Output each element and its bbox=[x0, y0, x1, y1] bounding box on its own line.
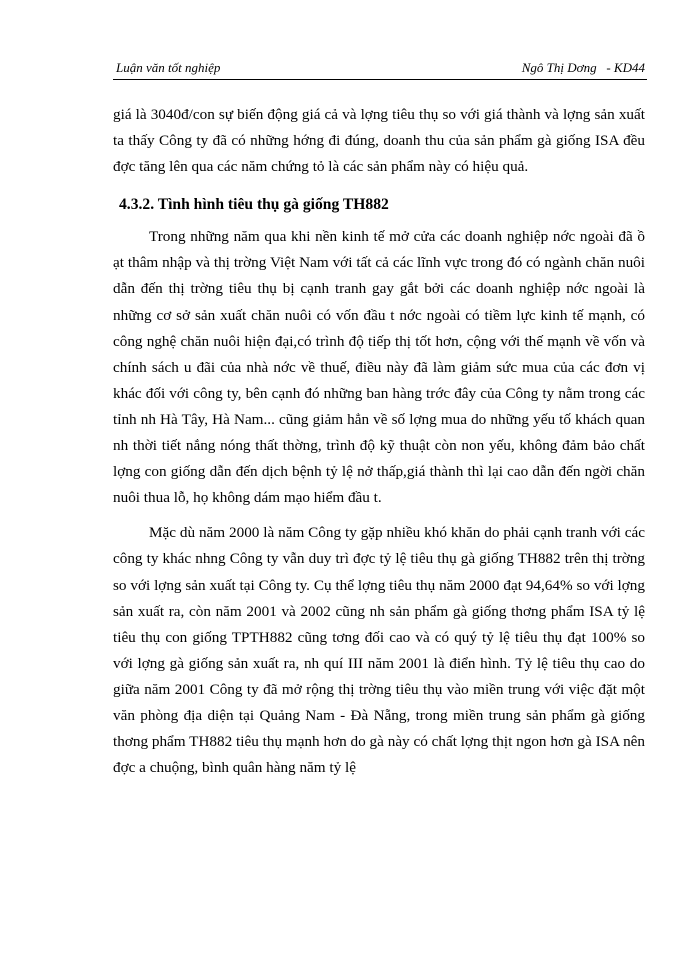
header-divider bbox=[113, 79, 647, 80]
header-thesis-title: Luận văn tốt nghiệp bbox=[116, 60, 221, 75]
paragraph-continuation: giá là 3040đ/con sự biến động giá cả và lợng tiêu thụ so với giá thành và lợng sản xuất ta thấy Công ty đã có những hớng đi đúng, doanh thu của sản phẩm gà giống ISA đều đợc tăng lên qua các năm chứng tỏ là các sản phẩm này có hiệu quả. bbox=[113, 106, 645, 176]
paragraph-consumption: Mặc dù năm 2000 là năm Công ty gặp nhiều khó khăn do phải cạnh tranh với các công ty khác nhng Công ty vẫn duy trì đợc tỷ lệ tiêu thụ gà giống TH882 trên thị trờng so với lợng sản xuất tại Công ty. Cụ thể lợng tiêu thụ năm 2000 đạt 94,64% so với lợng sản xuất ra, còn năm 2001 và 2002 cũng nh sản phẩm gà giống thơng phẩm ISA tỷ lệ tiêu thụ con giống TPTH882 cũng tơng đối cao và có quý tỷ lệ tiêu thụ đạt 100% so với lợng gà giống sản xuất ra, nh quí III năm 2001 là điển hình. Tỷ lệ tiêu thụ cao do giữa năm 2001 Công ty đã mở rộng thị trờng tiêu thụ vào miền trung với việc đặt một văn phòng địa diện tại Quảng Nam - Đà Nẵng, trong miền trung sản phẩm gà giống thơng phẩm TH882 tiêu thụ mạnh hơn do gà này có chất lợng thịt ngon hơn gà ISA nên đợc a chuộng, bình quân hàng năm tỷ lệ bbox=[113, 524, 645, 777]
header-author: Ngô Thị Dơng - KD44 bbox=[521, 60, 645, 75]
document-body bbox=[113, 96, 645, 781]
paragraph-market: Trong những năm qua khi nền kinh tế mở cửa các doanh nghiệp nớc ngoài đã ồ ạt thâm nhập và thị trờng Việt Nam với tất cả các lĩnh vực trong đó có ngành chăn nuôi dẫn đến thị trờng tiêu thụ bị cạnh tranh gay gắt bởi các doanh nghiệp nớc ngoài là những cơ sở sản xuất chăn nuôi có vốn đầu t nớc ngoài có tiềm lực kinh tế mạnh, có công nghệ chăn nuôi hiện đại,có trình độ tiếp thị tốt hơn, cộng với thế mạnh về vốn và chính sách u đãi của nhà nớc về thuế, điều này đã làm giảm sức mua của các đơn vị khác đối với công ty, bên cạnh đó những ban hàng trớc đây của Công ty nằm trong các tỉnh nh Hà Tây, Hà Nam... cũng giảm hẳn về số lợng mua do những yếu tố khách quan nh thời tiết nắng nóng thất thờng, trình độ kỹ thuật còn non yếu, không đảm bảo chất lợng con giống dẫn đến dịch bệnh tỷ lệ nở thấp,giá thành thì lại cao dẫn đến ngời chăn nuôi thua lỗ, họ không dám mạo hiểm đầu t. bbox=[113, 228, 645, 507]
section-heading: 4.3.2. Tình hình tiêu thụ gà giống TH882 bbox=[119, 196, 389, 214]
page-header bbox=[113, 58, 647, 80]
